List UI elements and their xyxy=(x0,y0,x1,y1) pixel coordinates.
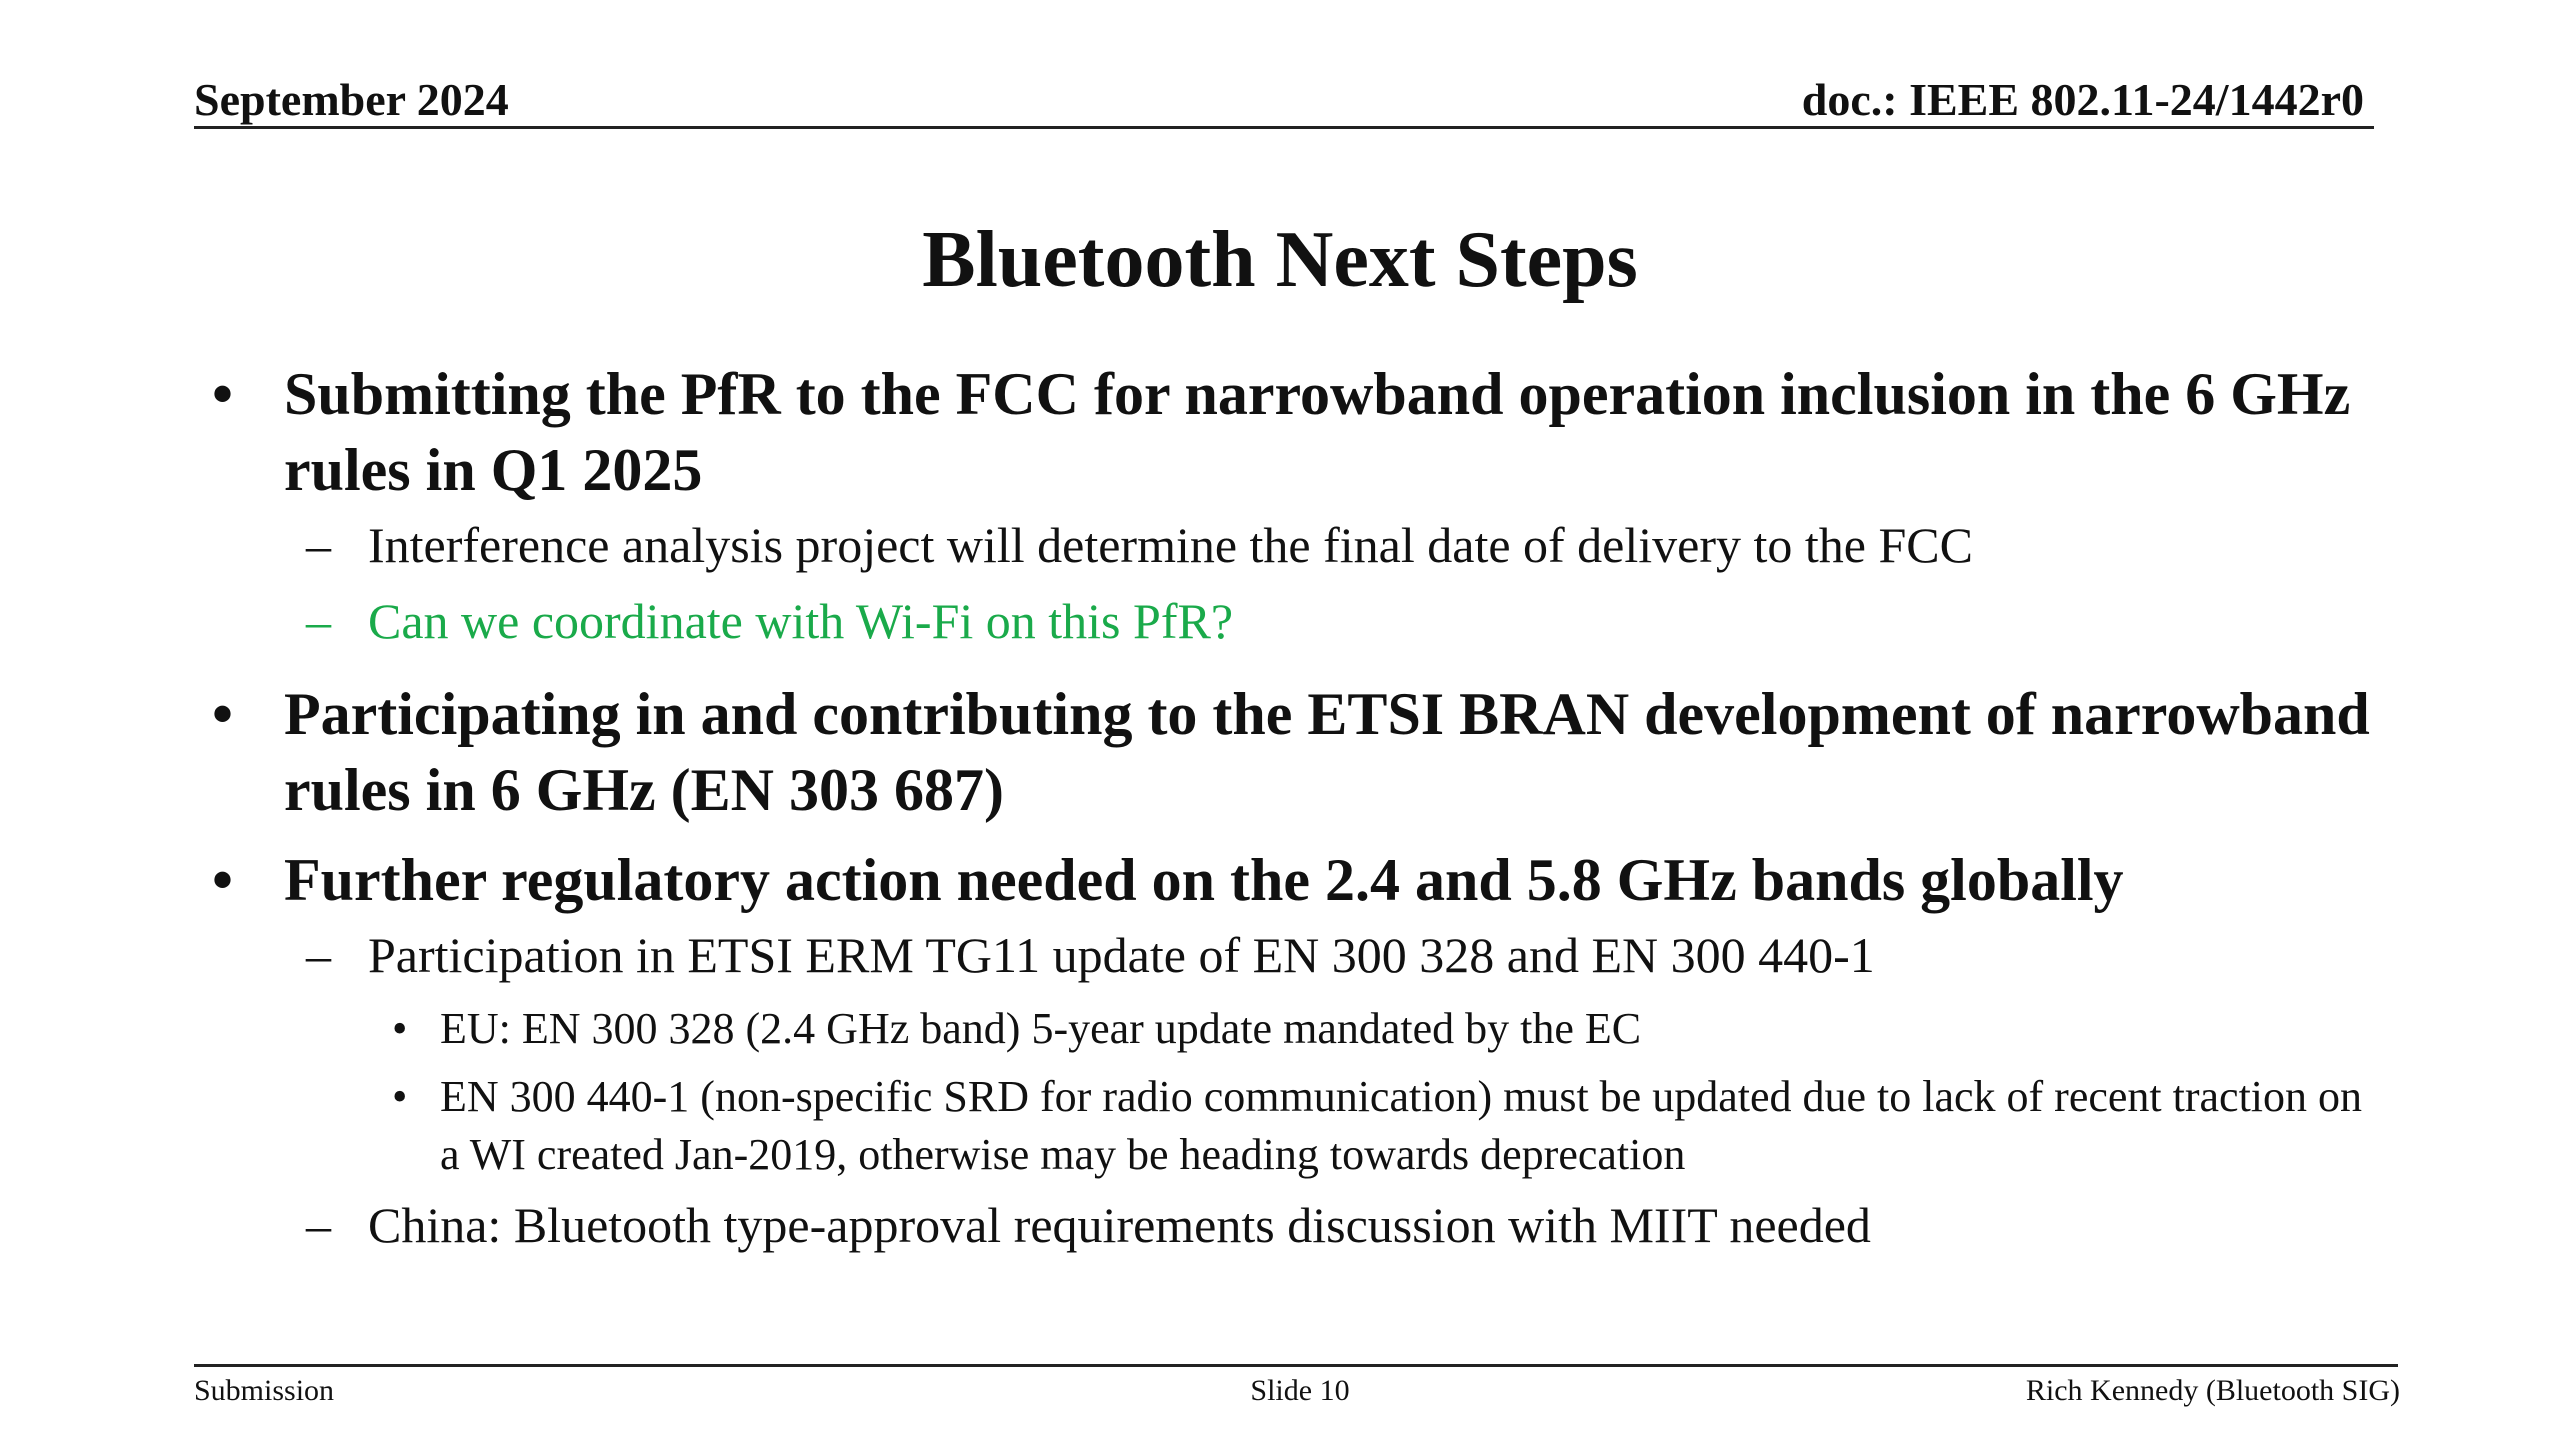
bullet-glyph: • xyxy=(212,681,234,747)
slide-body xyxy=(0,356,2560,1270)
sub-bullet-3-1-text: Participation in ETSI ERM TG11 update of EN 300 328 and EN 300 440-1 xyxy=(368,927,1875,983)
header-date: September 2024 xyxy=(194,74,509,125)
sub-bullet-1-1-text: Interference analysis project will determine the final date of delivery to the FCC xyxy=(368,517,1973,573)
dash-glyph: – xyxy=(306,1197,331,1253)
sub-bullet-3-1 xyxy=(0,924,2560,986)
bullet-glyph: • xyxy=(392,1004,408,1053)
footer-slide-number: Slide 10 xyxy=(1250,1374,1350,1407)
bullet-glyph: • xyxy=(392,1072,408,1121)
sub-bullet-3-2 xyxy=(0,1194,2560,1256)
sub-bullet-1-2-text: Can we coordinate with Wi-Fi on this PfR? xyxy=(368,593,1234,649)
bullet-2-text: Participating in and contributing to the ETSI BRAN development of narrowband rules in 6 GHz (EN 303 687) xyxy=(284,681,2370,823)
bullet-1 xyxy=(0,356,2560,508)
bullet-2 xyxy=(0,676,2560,828)
dash-glyph: – xyxy=(306,517,331,573)
footer-rule xyxy=(194,1364,2398,1367)
dash-glyph: – xyxy=(306,593,331,649)
sub-sub-bullet-3-1-1 xyxy=(0,1000,2560,1058)
sub-bullet-1-1 xyxy=(0,514,2560,576)
sub-sub-bullet-3-1-2 xyxy=(0,1068,2560,1184)
bullet-glyph: • xyxy=(212,847,234,913)
sub-sub-bullet-3-1-1-text: EU: EN 300 328 (2.4 GHz band) 5-year update mandated by the EC xyxy=(440,1004,1642,1053)
sub-sub-bullet-3-1-2-text: EN 300 440-1 (non-specific SRD for radio communication) must be updated due to lack of recent traction on a WI created Jan-2019, otherwise may be heading towards deprecation xyxy=(440,1072,2363,1179)
bullet-glyph: • xyxy=(212,361,234,427)
sub-bullet-1-2 xyxy=(0,590,2560,652)
header-rule xyxy=(194,126,2374,129)
sub-bullet-3-2-text: China: Bluetooth type-approval requirements discussion with MIIT needed xyxy=(368,1197,1871,1253)
footer-author: Rich Kennedy (Bluetooth SIG) xyxy=(2025,1374,2400,1407)
bullet-1-text: Submitting the PfR to the FCC for narrowband operation inclusion in the 6 GHz rules in Q1 2025 xyxy=(284,361,2351,503)
bullet-3-text: Further regulatory action needed on the 2.4 and 5.8 GHz bands globally xyxy=(284,847,2124,913)
dash-glyph: – xyxy=(306,927,331,983)
header-doc-id: doc.: IEEE 802.11-24/1442r0 xyxy=(1801,74,2364,125)
slide-title: Bluetooth Next Steps xyxy=(922,216,1638,304)
bullet-3 xyxy=(0,842,2560,918)
footer-submission: Submission xyxy=(194,1374,335,1407)
